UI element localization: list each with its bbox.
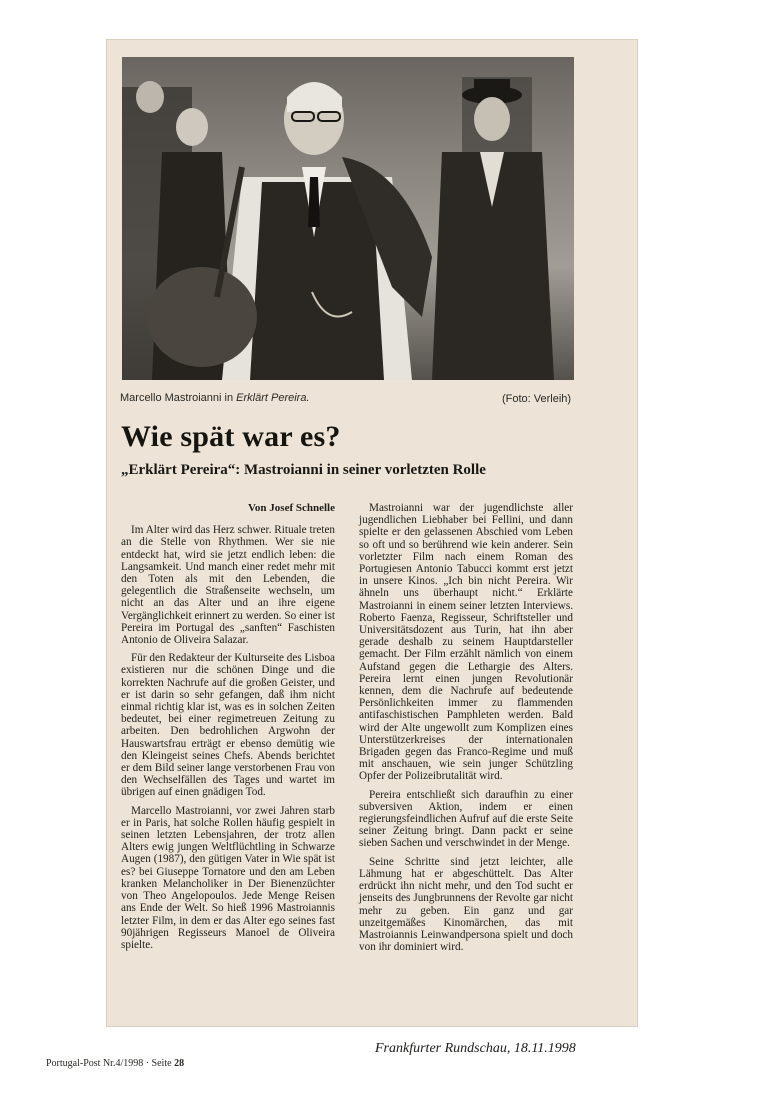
paragraph: Pereira entschließt sich daraufhin zu einer subversiven Aktion, indem er einen regierungsfeindlichen Aufruf auf die erste Seite seiner Zeitung bringt. Dann packt er seine sieben Sachen und verschwindet in der Menge.: [359, 788, 573, 850]
article-column-left: [121, 502, 335, 957]
caption-prefix: Marcello Mastroianni in: [120, 392, 237, 404]
paragraph: Seine Schritte sind jetzt leichter, alle Lähmung hat er abgeschüttelt. Das Alter erdrückt ihn nicht mehr, und den Tod sucht er jenseits des Jungbrunnens der Revolte gar nicht mehr zu geben. Ein ganz und gar unzeitgemäßes Kinomärchen, das mit Mastroiannis Leinwandpersona spielt und doch von ihr dominiert wird.: [359, 855, 573, 954]
publication-footer: [46, 1058, 184, 1069]
paragraph: Für den Redakteur der Kulturseite des Lisboa existieren nur die schönen Dinge und die korrekten Nachrufe auf die großen Geister, und er ist darin so sehr gefangen, daß ihm nicht einmal richtig klar ist, was es in solchen Zeiten bedeutet, bei einer regimetreuen Zeitung zu arbeiten. Den bedrohlichen Argwohn der Hauswartsfrau erträgt er ebenso demütig wie den Kleingeist seines Chefs. Abends berichtet er dem Bild seiner lange verstorbenen Frau von den Wechselfällen des Tages und wartet im übrigen auf einen gnädigen Tod.: [121, 652, 335, 799]
subheadline: „Erklärt Pereira“: Mastroianni in seiner vorletzten Rolle: [121, 462, 486, 478]
photo-illustration: [122, 57, 574, 380]
photo-caption: [120, 392, 310, 404]
paragraph: Im Alter wird das Herz schwer. Rituale treten an die Stelle von Rhythmen. Wer sie nie entdeckt hat, wird sie jetzt endlich leben: die Langsamkeit. Und manch einer redet mehr mit den Toten als mit den Lebenden, die gelegentlich die Straßenseite wechseln, um nicht an das Alter und an ihre eigene Vergänglichkeit erinnert zu werden. So einer ist Pereira im Portugal des „sanften“ Faschisten Antonio de Oliveira Salazar.: [121, 524, 335, 647]
paragraph: Marcello Mastroianni, vor zwei Jahren starb er in Paris, hat solche Rollen häufig gespielt in seinen letzten Lebensjahren, der trotz allen Alters ewig jungen Weltflüchtling in Schwarze Augen (1987), den gütigen Vater in Wie spät ist es? bei Giuseppe Tornatore und den am Leben kranken Melancholiker in Der Bienenzüchter von Theo Angelopoulos. Jede Menge Reisen ans Ende der Welt. So hieß 1996 Mastroiannis letzter Film, in dem er das Alter ego seines fast 90jährigen Regisseurs Manoel de Oliveira spielte.: [121, 804, 335, 951]
caption-title: Erklärt Pereira.: [236, 392, 310, 404]
photo-credit: (Foto: Verleih): [502, 393, 572, 405]
article-photo: [122, 57, 574, 380]
paragraph: Mastroianni war der jugendlichste aller jugendlichen Liebhaber bei Fellini, und dann spielte er den gelassenen Abschied vom Leben so oft und so berührend wie kein anderer. Sein vorletzter Film nach einem Roman des Portugiesen Antonio Tabucci kommt erst jetzt in unsere Kinos. „Ich bin nicht Pereira. Wir ähneln uns überhaupt nicht.“ Erklärte Mastroianni in einem seiner letzten Interviews. Roberto Faenza, Regisseur, Schriftsteller und Universitätsdozent aus Turin, hat ihn aber gerade deshalb zu seinem Hauptdarsteller gemacht. Der Film erzählt nämlich von einem Aufstand gegen die Lethargie des Alters. Pereira lernt einen jungen Revolutionär kennen, dem die Nachrufe auf bedeutende Persönlichkeiten immer zu flammenden antifaschistischen Pamphleten werden. Bald wird der Alte ungewollt zum Komplizen eines Unterstützerkreises der internationalen Brigaden gegen das Franco-Regime und muß mit anschauen, wie sein junger Schützling Opfer der Polizeibrutalität wird.: [359, 502, 573, 783]
headline: Wie spät war es?: [121, 420, 341, 453]
source-note: Frankfurter Rundschau, 18.11.1998: [375, 1041, 576, 1056]
article-column-right: [359, 502, 573, 959]
byline: Von Josef Schnelle: [248, 502, 335, 514]
page-number: 28: [174, 1058, 185, 1069]
footer-prefix: Portugal-Post Nr.4/1998 · Seite: [46, 1058, 175, 1069]
